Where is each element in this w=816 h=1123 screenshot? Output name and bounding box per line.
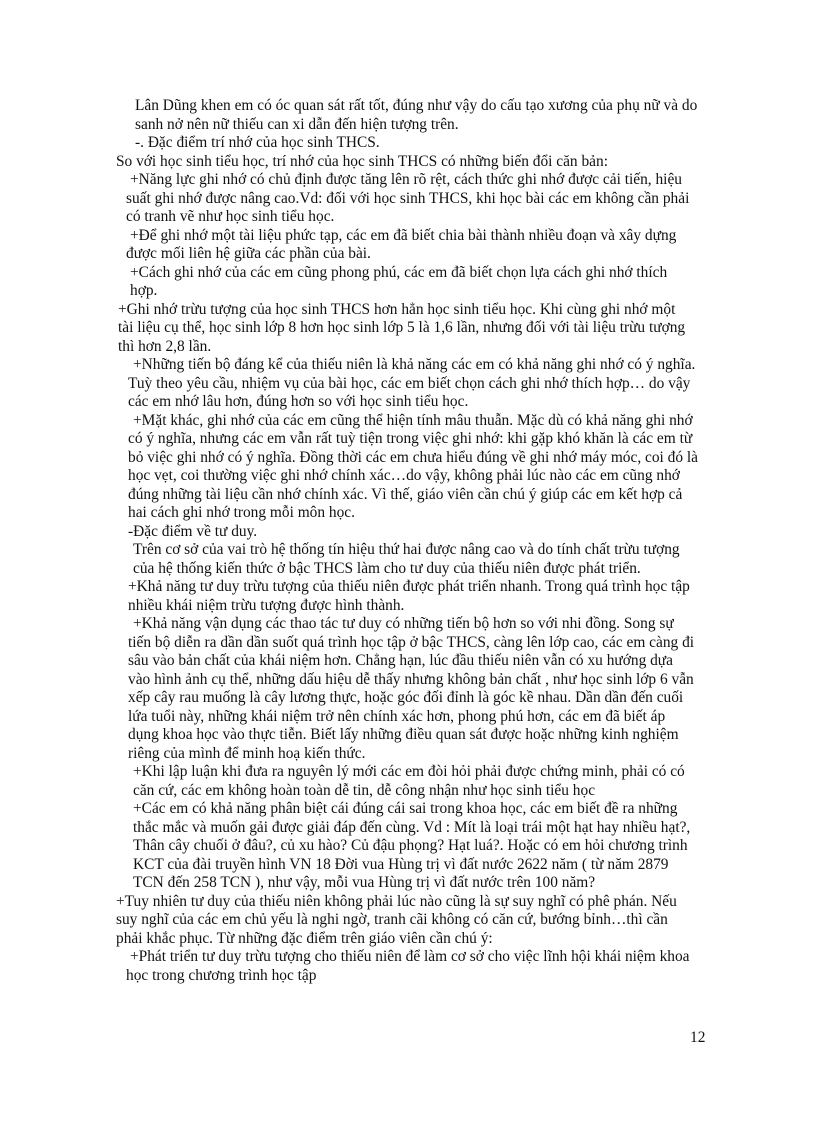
text-line: TCN đến 258 TCN ), như vậy, mỗi vua Hùng trị vì đất nước trên 100 năm? [133, 874, 596, 891]
text-line: +Khả năng tư duy trừu tượng của thiếu niên được phát triển nhanh. Trong quá trình học tập [128, 578, 690, 595]
text-line: xếp cây rau muống là cây lương thực, hoặc góc đối đỉnh là góc kề nhau. Dần dần đến cuối [128, 689, 684, 706]
text-line: -. Đặc điểm trí nhớ của học sinh THCS. [135, 134, 380, 151]
text-line: phải khắc phục. Từ những đặc điểm trên giáo viên cần chú ý: [116, 930, 493, 947]
text-line: Tuỳ theo yêu cầu, nhiệm vụ của bài học, các em biết chọn cách ghi nhớ thích hợp… do vậy [128, 375, 691, 392]
text-line: KCT của đài truyền hình VN 18 Đời vua Hùng trị vì đất nước 2622 năm ( từ năm 2879 [133, 856, 669, 873]
text-line: có ý nghĩa, nhưng các em vẫn rất tuỳ tiện trong việc ghi nhớ: khi gặp khó khăn là các em từ [128, 430, 693, 447]
text-line: -Đặc điểm về tư duy. [128, 523, 258, 540]
text-line: có tranh vẽ như học sinh tiểu học. [126, 208, 335, 225]
text-line: +Tuy nhiên tư duy của thiếu niên không phải lúc nào cũng là sự suy nghĩ có phê phán. Nếu [116, 893, 677, 910]
text-line: suất ghi nhớ được nâng cao.Vd: đối với học sinh THCS, khi học bài các em không cần phải [126, 190, 690, 207]
text-line: dụng khoa học vào thực tiễn. Biết lấy những điều quan sát được hoặc những kinh nghiệm [128, 726, 679, 743]
page-number: 12 [690, 1029, 706, 1046]
text-line: riêng của mình để minh hoạ kiến thức. [128, 745, 366, 762]
text-line: +Các em có khả năng phân biệt cái đúng cái sai trong khoa học, các em biết đề ra những [133, 800, 678, 817]
text-line: +Phát triển tư duy trừu tượng cho thiếu niên để làm cơ sở cho việc lĩnh hội khái niệm khoa [130, 948, 690, 965]
text-line: +Khi lập luận khi đưa ra nguyên lý mới các em đòi hỏi phải được chứng minh, phải có có [133, 763, 685, 780]
text-line: học trong chương trình học tập [126, 967, 317, 984]
text-line: suy nghĩ của các em chủ yếu là nghi ngờ, tranh cãi không có căn cứ, bướng bỉnh…thì cần [116, 911, 668, 928]
text-line: đúng những tài liệu cần nhớ chính xác. Vì thế, giáo viên cần chú ý giúp các em kết hợp cả [128, 486, 683, 503]
text-line: nhiều khái niệm trừu tượng được hình thành. [128, 597, 405, 614]
text-line: được mối liên hệ giữa các phần của bài. [126, 245, 371, 262]
text-line: +Cách ghi nhớ của các em cũng phong phú, các em đã biết chọn lựa cách ghi nhớ thích [130, 264, 668, 281]
text-line: +Để ghi nhớ một tài liệu phức tạp, các em đã biết chia bài thành nhiều đoạn và xây dựng [130, 227, 677, 244]
text-line: Lân Dũng khen em có óc quan sát rất tốt, đúng như vậy do cấu tạo xương của phụ nữ và do [135, 97, 698, 114]
text-line: hai cách ghi nhớ trong mỗi môn học. [128, 504, 355, 521]
text-line: tài liệu cụ thể, học sinh lớp 8 hơn học sinh lớp 5 là 1,6 lần, nhưng đối với tài liệu trừu tượng [118, 319, 686, 336]
text-line: Thân cây chuối ở đâu?, củ xu hào? Củ đậu phọng? Hạt luá?. Hoặc có em hỏi chương trình [133, 837, 688, 854]
text-line: tiến bộ diễn ra dần dần suốt quá trình học tập ở bậc THCS, càng lên lớp cao, các em càng đi [128, 634, 695, 651]
text-line: thì hơn 2,8 lần. [118, 338, 212, 355]
text-line: Trên cơ sở của vai trò hệ thống tín hiệu thứ hai được nâng cao và do tính chất trừu tượng [133, 541, 680, 558]
text-line: thắc mắc và muốn gải được giải đáp đến cùng. Vd : Mít là loại trái một hạt hay nhiều hạt?, [133, 819, 691, 836]
text-line: căn cứ, các em không hoàn toàn dễ tin, dễ công nhận như học sinh tiểu học [133, 782, 596, 799]
text-line: sanh nở nên nữ thiếu can xi dẫn đến hiện tượng trên. [135, 116, 459, 133]
text-line: +Ghi nhớ trừu tượng của học sinh THCS hơn hẳn học sinh tiểu học. Khi cùng ghi nhớ một [118, 301, 676, 318]
text-line: bỏ việc ghi nhớ có ý nghĩa. Đồng thời các em chưa hiểu đúng về ghi nhớ máy móc, coi đó là [128, 449, 699, 466]
text-line: So với học sinh tiểu học, trí nhớ của học sinh THCS có những biến đổi căn bản: [116, 153, 608, 170]
text-line: vào hình ảnh cụ thể, những dấu hiệu dễ thấy nhưng không bản chất , như học sinh lớp 6 vẫn [128, 671, 694, 688]
text-line: hợp. [130, 282, 158, 299]
text-line: +Mặt khác, ghi nhớ của các em cũng thể hiện tính mâu thuẫn. Mặc dù có khả năng ghi nhớ [133, 412, 693, 429]
text-line: các em nhớ lâu hơn, đúng hơn so với học sinh tiểu học. [128, 393, 469, 410]
text-line: +Khả năng vận dụng các thao tác tư duy có những tiến bộ hơn so với nhi đồng. Song sự [133, 615, 674, 632]
text-line: +Năng lực ghi nhớ có chủ định được tăng lên rõ rệt, cách thức ghi nhớ được cải tiến, hiệu [130, 171, 682, 188]
text-line: của hệ thống kiến thức ở bậc THCS làm cho tư duy của thiếu niên được phát triển. [133, 560, 641, 577]
text-line: sâu vào bản chất của khái niệm hơn. Chẳng hạn, lúc đầu thiếu niên vẫn có xu hướng dựa [128, 652, 673, 669]
text-line: lứa tuổi này, những khái niệm trở nên chính xác hơn, phong phú hơn, các em đã biết áp [128, 708, 666, 725]
text-line: học vẹt, coi thường việc ghi nhớ chính xác…do vậy, không phải lúc nào các em cũng nhớ [128, 467, 680, 484]
text-line: +Những tiến bộ đáng kể của thiếu niên là khả năng các em có khả năng ghi nhớ có ý nghĩa. [133, 356, 696, 373]
